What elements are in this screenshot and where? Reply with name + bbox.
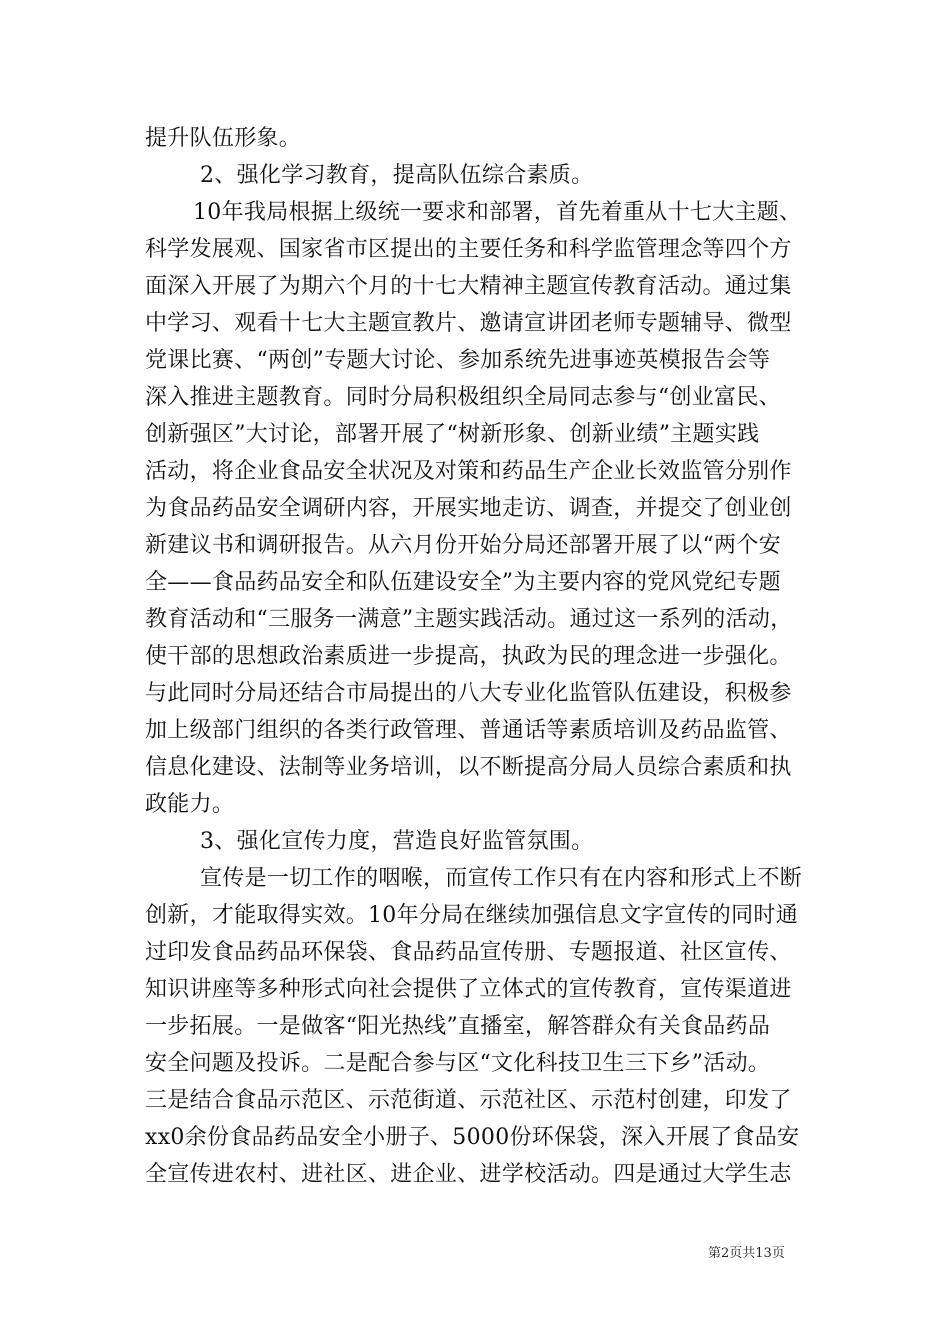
text-line-18: 信息化建设、法制等业务培训，以不断提高分局人员综合素质和执 [145, 755, 792, 780]
text-line-16: 与此同时分局还结合市局提出的八大专业化监管队伍建设，积极参 [145, 681, 792, 706]
text-line-13: 全——食品药品安全和队伍建设安全”为主要内容的党风党纪专题 [145, 570, 781, 595]
text-line-21: 宣传是一切工作的咽喉，而宣传工作只有在内容和形式上不断 [200, 866, 803, 891]
text-line-22: 创新，才能取得实效。10年分局在继续加强信息文字宣传的同时通 [145, 903, 798, 928]
text-line-25: 一步拓展。一是做客“阳光热线”直播室，解答群众有关食品药品 [145, 1014, 771, 1039]
text-line-5: 面深入开展了为期六个月的十七大精神主题宣传教育活动。通过集 [145, 274, 792, 299]
text-line-8: 深入推进主题教育。同时分局积极组织全局同志参与“创业富民、 [145, 385, 781, 410]
text-line-15: 使干部的思想政治素质进一步提高，执政为民的理念进一步强化。 [145, 644, 792, 669]
text-line-23: 过印发食品药品环保袋、食品药品宣传册、专题报道、社区宣传、 [145, 940, 792, 965]
text-line-24: 知识讲座等多种形式向社会提供了立体式的宣传教育，宣传渠道进 [145, 977, 792, 1002]
text-line-6: 中学习、观看十七大主题宣教片、邀请宣讲团老师专题辅导、微型 [145, 311, 792, 336]
text-line-14: 教育活动和“三服务一满意”主题实践活动。通过这一系列的活动， [145, 607, 793, 632]
section-heading-2: 2、强化学习教育，提高队伍综合素质。 [200, 163, 594, 188]
text-line-26: 安全问题及投诉。二是配合参与区“文化科技卫生三下乡”活动。 [145, 1051, 771, 1076]
page-number-footer: 第2页共13页 [708, 1246, 785, 1261]
text-line-11: 为食品药品安全调研内容，开展实地走访、调查，并提交了创业创 [145, 496, 792, 521]
text-line-17: 加上级部门组织的各类行政管理、普通话等素质培训及药品监管、 [145, 718, 792, 743]
text-line-4: 科学发展观、国家省市区提出的主要任务和科学监管理念等四个方 [145, 237, 792, 262]
text-line-9: 创新强区”大讨论，部署开展了“树新形象、创新业绩”主题实践 [145, 422, 760, 447]
section-heading-3: 3、强化宣传力度，营造良好监管氛围。 [200, 829, 594, 854]
text-line-27: 三是结合食品示范区、示范街道、示范社区、示范村创建，印发了 [145, 1088, 792, 1113]
text-line-19: 政能力。 [145, 792, 235, 817]
text-line-28: xx0余份食品药品安全小册子、5000份环保袋，深入开展了食品安 [145, 1125, 800, 1150]
text-line-3: 10年我局根据上级统一要求和部署，首先着重从十七大主题、 [193, 200, 802, 225]
text-line-29: 全宣传进农村、进社区、进企业、进学校活动。四是通过大学生志 [145, 1162, 792, 1187]
text-line-12: 新建议书和调研报告。从六月份开始分局还部署开展了以“两个安 [145, 533, 781, 558]
text-line-7: 党课比赛、“两创”专题大讨论、参加系统先进事迹英模报告会等 [145, 348, 771, 373]
text-line-10: 活动，将企业食品安全状况及对策和药品生产企业长效监管分别作 [145, 459, 792, 484]
text-line-1: 提升队伍形象。 [145, 126, 302, 151]
